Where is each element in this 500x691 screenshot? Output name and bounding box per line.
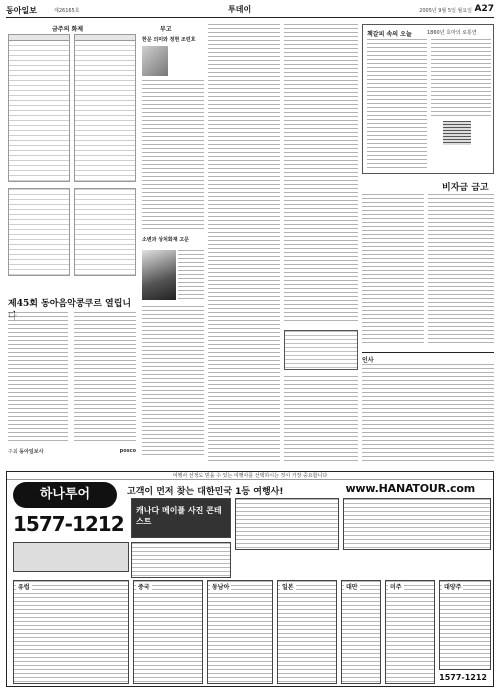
tile-label: 유럽 [18, 584, 30, 591]
feature-box [362, 24, 494, 174]
tile-label: 일본 [282, 584, 294, 591]
ad-tile-europe [13, 580, 129, 684]
ad-phone: 1577-1212 [13, 512, 124, 536]
ad-logo: 하나투어 [13, 482, 117, 508]
announcement-body-right [74, 312, 136, 442]
ad-box-small [284, 330, 358, 370]
ad-slogan: 고객이 먼저 찾는 대한민국 1등 여행사! [127, 487, 284, 497]
column-body-right [428, 194, 494, 344]
paper-name: 동아일보 [6, 6, 37, 15]
masthead [6, 4, 494, 18]
text-block-c [284, 376, 358, 464]
section-title: 투데이 [228, 5, 252, 14]
tile-label: 미주 [390, 584, 402, 591]
column-body-left [362, 194, 424, 344]
table-header [9, 35, 69, 41]
travel-advertisement [6, 471, 494, 687]
tile-label: 중국 [138, 584, 150, 591]
portrait-photo-2 [142, 250, 176, 300]
ad-bottom-phone: 1577-1212 [439, 673, 487, 682]
middle-column [208, 24, 358, 464]
ad-promo-text: 캐나다 메이플 사진 콘테스트 [136, 506, 222, 526]
middle-left-column [142, 24, 204, 464]
article-body-1 [142, 80, 204, 230]
publication-date: 2005년 9월 5일 월요일 [419, 8, 472, 14]
ad-block-a [235, 498, 339, 550]
column-title: 비자금 금고 [442, 183, 489, 193]
ad-tile-japan [277, 580, 337, 684]
ad-tile-china [133, 580, 203, 684]
announcement-title: 제45회 동아음악콩쿠르 열립니 [8, 299, 132, 309]
feature-box-body-left [367, 39, 427, 169]
footer-label: 주최 [8, 449, 18, 455]
announcement-body-left [8, 312, 68, 442]
article-title-1: 한문 의미와 정현 조런호 [142, 37, 196, 43]
section-label: 금주의 화제 [52, 26, 84, 33]
feature-box-subtitle: 1860년 호마의 로통연 [427, 30, 477, 36]
ad-block-d [131, 542, 231, 578]
data-table-2 [74, 34, 136, 182]
right-column [362, 24, 494, 464]
tile-label: 대양주 [444, 584, 462, 591]
column-tag: 부고 [160, 26, 172, 33]
ad-promo-banner [131, 498, 231, 538]
ad-tile-americas [385, 580, 435, 684]
ad-tile-taiwan [341, 580, 381, 684]
feature-box-title: 책갈피 속의 오늘 [367, 31, 412, 38]
tile-label: 대만 [346, 584, 358, 591]
personnel-label: 인사 [362, 352, 494, 364]
article-body-2 [178, 250, 204, 300]
book-image [443, 121, 471, 145]
tile-label: 동남아 [212, 584, 230, 591]
feature-box-body-right [431, 39, 491, 119]
ad-tile-sea [207, 580, 273, 684]
article-title-2: 소변과 상처화재 고문 [142, 237, 189, 243]
ad-block-c [13, 542, 129, 572]
data-table-3 [8, 188, 70, 276]
article-body-3 [142, 306, 204, 456]
page-number: A27 [474, 4, 494, 14]
table-header [75, 35, 135, 41]
text-block-b [284, 24, 358, 324]
footer-brand: posco [119, 448, 136, 454]
data-table-4 [74, 188, 136, 276]
text-block-a [208, 24, 280, 464]
footer-org: 동아일보사 [19, 449, 44, 455]
personnel-body [362, 364, 494, 464]
data-table-1 [8, 34, 70, 182]
ad-tile-oceania [439, 580, 491, 670]
ad-topline: 여행사 선정도 믿을 수 있는 여행사를 선택하시는 것이 가장 중요합니다 [7, 472, 493, 480]
announcement-footer [8, 448, 136, 455]
portrait-photo-1 [142, 46, 168, 76]
ad-url: www.HANATOUR.com [345, 482, 475, 495]
ad-block-b [343, 498, 491, 550]
left-column [8, 24, 136, 464]
issue-number: 제26165호 [54, 8, 80, 14]
